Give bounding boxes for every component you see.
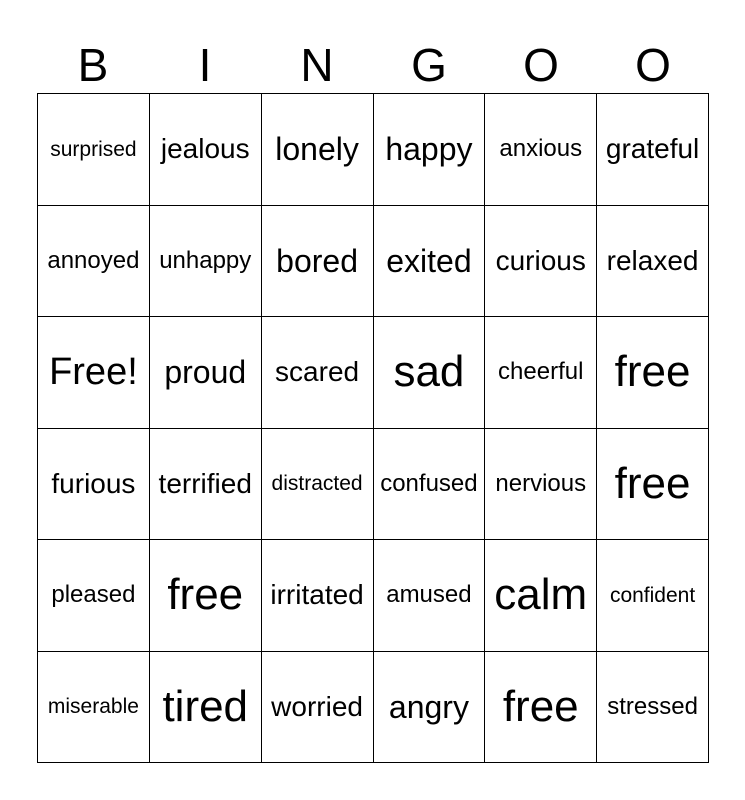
bingo-cell[interactable] xyxy=(485,94,597,206)
header-letter-n: N xyxy=(300,39,334,91)
cell-label: miserable xyxy=(47,695,139,719)
bingo-cell[interactable] xyxy=(262,317,374,429)
cell-label: furious xyxy=(51,467,136,499)
cell-label: bored xyxy=(276,242,358,279)
bingo-cell[interactable] xyxy=(597,429,709,541)
header-letter-i: I xyxy=(198,39,212,91)
cell-label: Free! xyxy=(49,351,138,394)
bingo-cell[interactable] xyxy=(150,429,262,541)
cell-label: terrified xyxy=(158,467,252,499)
bingo-cell[interactable] xyxy=(38,317,150,429)
cell-label: happy xyxy=(385,131,473,168)
header-letter-o-2: O xyxy=(635,39,671,91)
bingo-cell[interactable] xyxy=(485,206,597,318)
cell-label: curious xyxy=(495,244,586,276)
cell-label: free xyxy=(502,681,579,731)
bingo-cell[interactable] xyxy=(150,206,262,318)
bingo-cell[interactable] xyxy=(597,94,709,206)
bingo-cell[interactable] xyxy=(150,317,262,429)
bingo-cell[interactable] xyxy=(38,652,150,764)
bingo-cell[interactable] xyxy=(485,540,597,652)
bingo-cell[interactable] xyxy=(597,206,709,318)
bingo-cell[interactable] xyxy=(38,540,150,652)
cell-label: pleased xyxy=(51,581,136,609)
bingo-cell[interactable] xyxy=(374,540,486,652)
bingo-cell[interactable] xyxy=(262,94,374,206)
cell-label: exited xyxy=(386,242,472,279)
bingo-cell[interactable] xyxy=(262,429,374,541)
cell-label: angry xyxy=(388,688,469,725)
bingo-cell[interactable] xyxy=(262,206,374,318)
cell-label: calm xyxy=(494,570,588,620)
cell-label: relaxed xyxy=(606,244,699,276)
bingo-cell[interactable] xyxy=(150,540,262,652)
header-letter-g: G xyxy=(411,39,447,91)
cell-label: scared xyxy=(275,356,360,388)
bingo-cell[interactable] xyxy=(262,652,374,764)
cell-label: surprised xyxy=(50,137,137,161)
bingo-cell[interactable] xyxy=(150,94,262,206)
cell-label: free xyxy=(614,458,691,508)
bingo-cell[interactable] xyxy=(597,652,709,764)
cell-label: confident xyxy=(609,583,696,607)
bingo-cell[interactable] xyxy=(38,94,150,206)
bingo-cell[interactable] xyxy=(374,429,486,541)
bingo-cell[interactable] xyxy=(485,317,597,429)
cell-label: jealous xyxy=(160,133,250,165)
cell-label: distracted xyxy=(271,472,363,496)
bingo-board xyxy=(37,93,709,763)
bingo-cell[interactable] xyxy=(374,94,486,206)
cell-label: proud xyxy=(164,354,247,391)
cell-label: grateful xyxy=(605,133,700,165)
bingo-cell[interactable] xyxy=(262,540,374,652)
bingo-cell[interactable] xyxy=(38,429,150,541)
bingo-cell[interactable] xyxy=(597,317,709,429)
bingo-cell[interactable] xyxy=(485,652,597,764)
cell-label: unhappy xyxy=(159,246,252,274)
cell-label: free xyxy=(614,347,691,397)
cell-label: cheerful xyxy=(498,358,584,386)
cell-label: lonely xyxy=(275,131,359,168)
bingo-cell[interactable] xyxy=(374,317,486,429)
cell-label: nervious xyxy=(495,469,587,497)
cell-label: amused xyxy=(386,581,472,609)
cell-label: free xyxy=(167,570,244,620)
bingo-cell[interactable] xyxy=(150,652,262,764)
cell-label: stressed xyxy=(607,692,698,720)
cell-label: anxious xyxy=(499,135,583,163)
cell-label: irritated xyxy=(270,579,364,611)
cell-label: annoyed xyxy=(47,246,140,274)
cell-label: tired xyxy=(162,681,249,731)
bingo-cell[interactable] xyxy=(597,540,709,652)
header-letter-b: B xyxy=(77,39,109,91)
bingo-cell[interactable] xyxy=(374,206,486,318)
bingo-header xyxy=(37,38,709,92)
cell-label: confused xyxy=(380,469,478,497)
bingo-cell[interactable] xyxy=(485,429,597,541)
header-letter-o: O xyxy=(523,39,559,91)
cell-label: sad xyxy=(393,347,465,397)
bingo-cell[interactable] xyxy=(374,652,486,764)
bingo-cell[interactable] xyxy=(38,206,150,318)
cell-label: worried xyxy=(271,690,363,722)
